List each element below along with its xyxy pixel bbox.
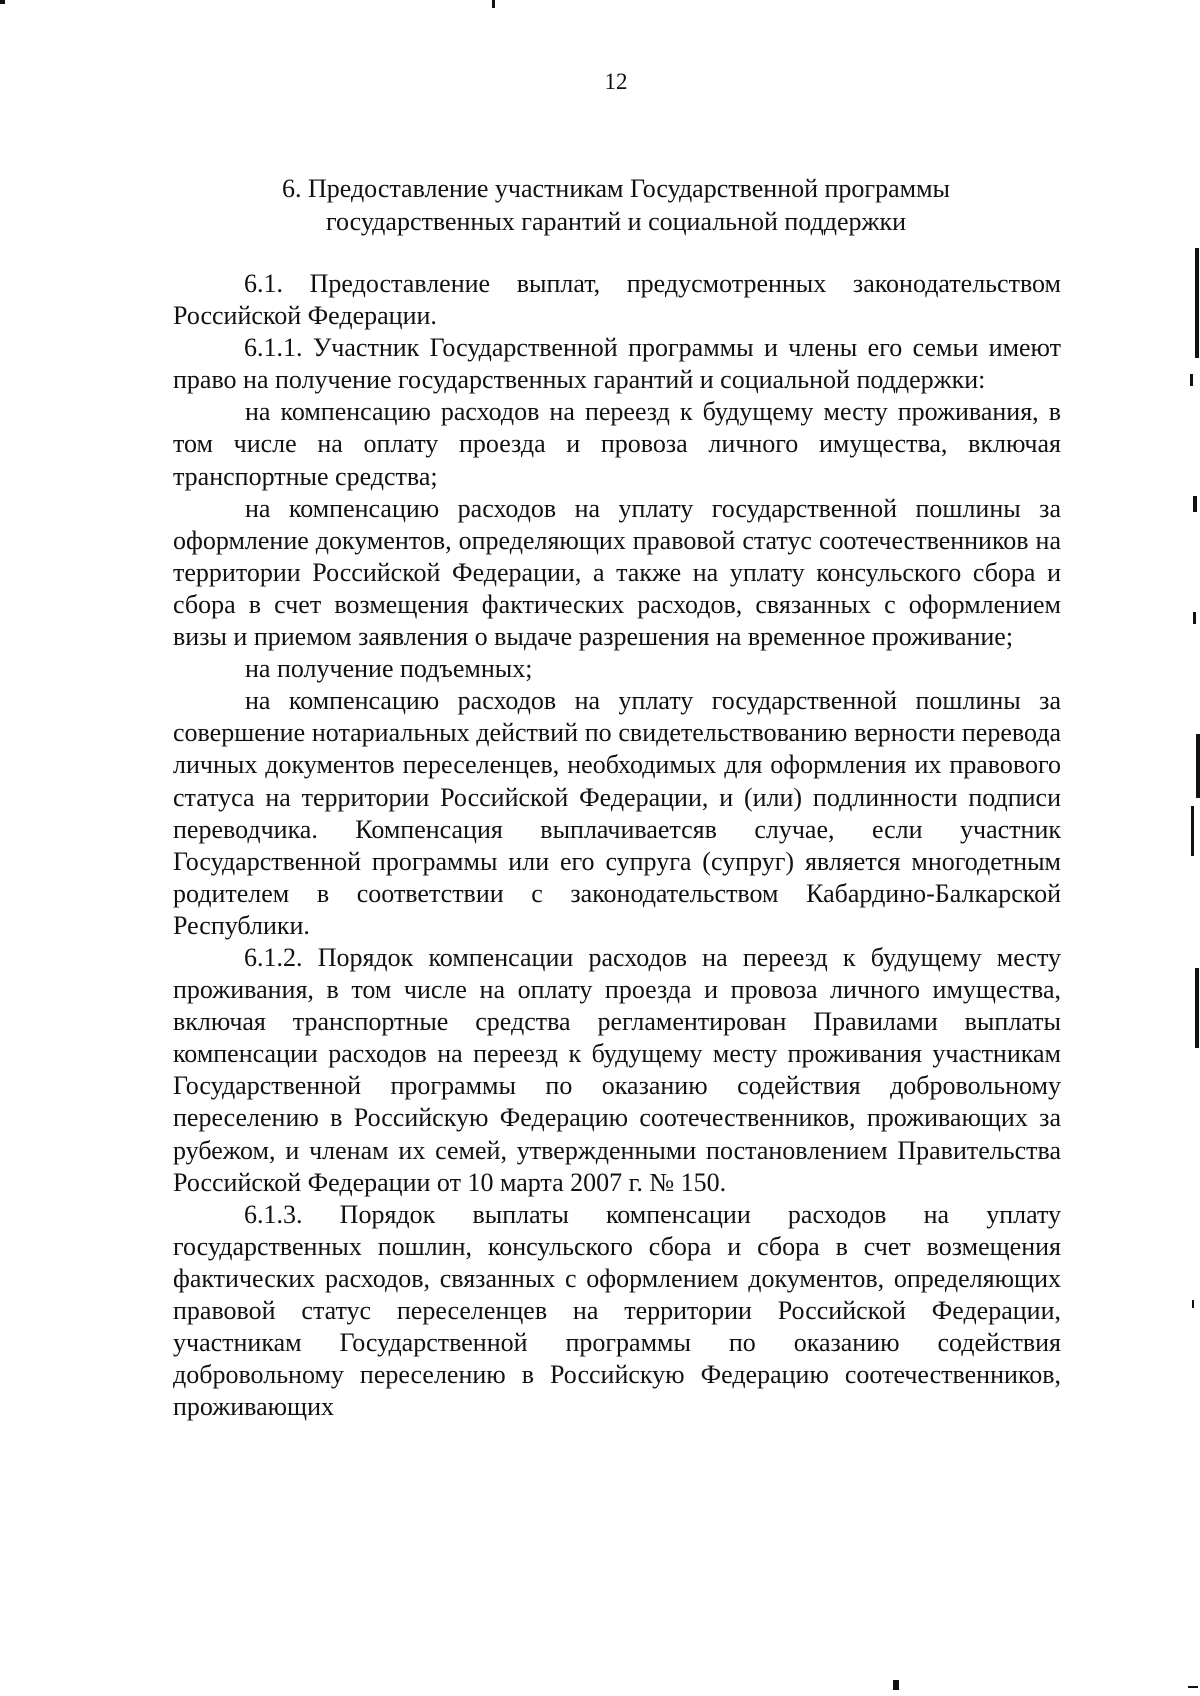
scan-artifact xyxy=(1195,968,1199,1048)
section-title xyxy=(172,172,1060,238)
paragraph-state-fee-compensation: на компенсацию расходов на уплату государственной пошлины за оформление документов, определяющих правовой статус соотечественников на территории Российской Федерации, а также на уплату консульского сбора и сбора в счет возмещения фактических расходов, связанных с оформлением визы и приемом заявления о выдаче разрешения на временное проживание; xyxy=(173,493,1061,652)
scan-artifact xyxy=(1193,612,1196,624)
paragraph-notarial-compensation: на компенсацию расходов на уплату государственной пошлины за совершение нотариальных действий по свидетельствованию верности перевода личных документов переселенцев, необходимых для оформления их правового статуса на территории Российской Федерации, и (или) подлинности подписи переводчика. Компенсация выплачиваетсяв случае, если участник Государственной программы или его супруга (супруг) является многодетным родителем в соответствии с законодательством Кабардино-Балкарской Республики. xyxy=(173,686,1061,940)
body-text xyxy=(173,268,1061,1423)
paragraph-6-1-1: 6.1.1. Участник Государственной программы и члены его семьи имеют право на получение государственных гарантий и социальной поддержки: xyxy=(173,333,1061,395)
scan-artifact xyxy=(1191,806,1194,856)
scan-artifact xyxy=(1193,496,1197,512)
section-title-line-2: государственных гарантий и социальной поддержки xyxy=(325,207,907,236)
scan-artifact xyxy=(1192,1300,1194,1308)
scan-artifact xyxy=(1188,1686,1198,1688)
paragraph-lifting-allowance: на получение подъемных; xyxy=(245,654,533,684)
paragraph-relocation-compensation: на компенсацию расходов на переезд к будущему месту проживания, в том числе на оплату проезда и провоза личного имущества, включая транспортные средства; xyxy=(173,397,1061,491)
paragraph-6-1-2: 6.1.2. Порядок компенсации расходов на переезд к будущему месту проживания, в том числе на оплату проезда и провоза личного имущества, включая транспортные средства регламентирован Правилами выплаты компенсации расходов на переезд к будущему месту проживания участникам Государственной программы по оказанию содействия добровольному переселению в Российскую Федерацию соотечественников, проживающих за рубежом, и членам их семей, утвержденными постановлением Правительства Российской Федерации от 10 марта 2007 г. № 150. xyxy=(173,942,1061,1197)
scan-artifact xyxy=(893,1680,899,1690)
scan-artifact xyxy=(1196,734,1200,798)
section-title-line-1: 6. Предоставление участникам Государственной программы xyxy=(281,174,951,203)
paragraph-6-1: 6.1. Предоставление выплат, предусмотренных законодательством Российской Федерации. xyxy=(173,269,1061,331)
scan-artifact xyxy=(492,0,495,8)
page-number: 12 xyxy=(604,69,628,94)
scan-artifact xyxy=(1195,248,1199,358)
scan-artifact xyxy=(0,0,5,4)
scan-artifact xyxy=(1190,374,1193,386)
paragraph-6-1-3: 6.1.3. Порядок выплаты компенсации расходов на уплату государственных пошлин, консульского сбора и сбора в счет возмещения фактических расходов, связанных с оформлением документов, определяющих правовой статус переселенцев на территории Российской Федерации, участникам Государственной программы по оказанию содействия добровольному переселению в Российскую Федерацию соотечественников, проживающих xyxy=(173,1199,1061,1422)
